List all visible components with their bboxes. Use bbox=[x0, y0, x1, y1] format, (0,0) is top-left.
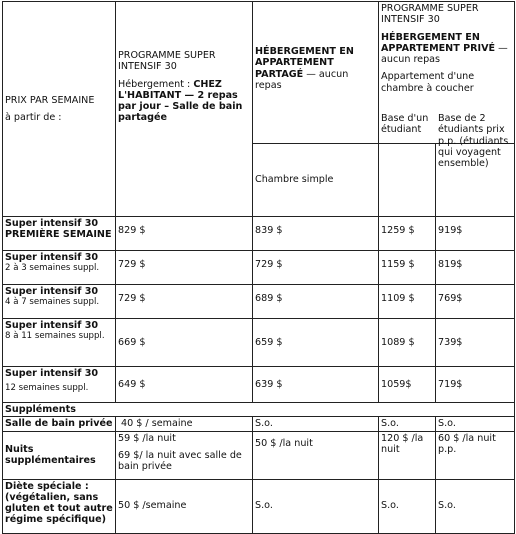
price-shared: 659 $ bbox=[253, 319, 379, 367]
row-program-name: Super intensif 30 bbox=[5, 320, 99, 331]
supplements-heading: Suppléments bbox=[3, 403, 515, 417]
supplement-nights-single: 120 $ /la nuit bbox=[379, 431, 436, 479]
price-per-week-header bbox=[3, 2, 116, 217]
price-row bbox=[3, 217, 515, 251]
shared-apartment-header bbox=[253, 2, 379, 144]
price-habitant: 649 $ bbox=[116, 367, 253, 403]
private-double-header: Base de 2 étudiants prix p.p. (étudiants qui voyagent ensemble) bbox=[436, 112, 515, 185]
row-period: 4 à 7 semaines suppl. bbox=[5, 297, 100, 308]
price-per-week-label: PRIX PAR SEMAINE bbox=[5, 94, 95, 106]
supplement-nights-shared: 50 $ /la nuit bbox=[253, 431, 379, 479]
price-row bbox=[3, 251, 515, 285]
supplement-diet-single: S.o. bbox=[379, 479, 436, 533]
row-period: 12 semaines suppl. bbox=[5, 383, 89, 394]
price-private-double: 919$ bbox=[436, 217, 515, 251]
supplement-nights-label: Nuits supplémentaires bbox=[3, 431, 116, 479]
price-row bbox=[3, 319, 515, 367]
price-habitant: 669 $ bbox=[116, 319, 253, 367]
row-label bbox=[3, 251, 116, 285]
price-private-single: 1259 $ bbox=[379, 217, 436, 251]
habitant-lodging bbox=[118, 79, 250, 124]
shared-apartment-meals: — aucun repas bbox=[255, 68, 349, 91]
supplement-bathroom-single: S.o. bbox=[379, 417, 436, 431]
shared-room-type: Chambre simple bbox=[253, 144, 379, 217]
price-shared: 689 $ bbox=[253, 285, 379, 319]
price-document bbox=[2, 1, 514, 534]
price-shared: 729 $ bbox=[253, 251, 379, 285]
row-label bbox=[3, 217, 116, 251]
supplement-bathroom-label: Salle de bain privée bbox=[3, 417, 116, 431]
supplement-bathroom-row bbox=[3, 417, 515, 431]
price-table bbox=[2, 1, 515, 534]
habitant-lodging-prefix: Hébergement : bbox=[118, 78, 194, 90]
price-shared: 839 $ bbox=[253, 217, 379, 251]
row-label bbox=[3, 367, 116, 403]
private-lodging-title: HÉBERGEMENT EN APPARTEMENT PRIVÉ bbox=[381, 31, 496, 54]
habitant-program-header bbox=[116, 2, 253, 217]
price-private-double: 739$ bbox=[436, 319, 515, 367]
price-private-double: 719$ bbox=[436, 367, 515, 403]
row-label bbox=[3, 319, 116, 367]
shared-apartment-title: HÉBERGEMENT EN APPARTEMENT PARTAGÉ bbox=[255, 46, 354, 80]
price-habitant: 729 $ bbox=[116, 251, 253, 285]
supplement-bathroom-habitant: 40 $ / semaine bbox=[116, 417, 253, 431]
supplement-diet-double: S.o. bbox=[436, 479, 515, 533]
row-label bbox=[3, 285, 116, 319]
price-row bbox=[3, 285, 515, 319]
from-label: à partir de : bbox=[5, 112, 62, 123]
price-private-double: 769$ bbox=[436, 285, 515, 319]
supplements-heading-row bbox=[3, 403, 515, 417]
price-row bbox=[3, 367, 515, 403]
row-program-name: Super intensif 30 bbox=[5, 252, 99, 263]
row-program-name: Super intensif 30 bbox=[5, 286, 99, 297]
supplement-diet-row bbox=[3, 479, 515, 533]
supplement-diet-shared: S.o. bbox=[253, 479, 379, 533]
habitant-program-title: PROGRAMME SUPER INTENSIF 30 bbox=[118, 50, 216, 73]
private-single-header: Base d'un étudiant bbox=[379, 112, 436, 185]
supplement-diet-habitant: 50 $ /semaine bbox=[116, 479, 253, 533]
supplement-bathroom-shared: S.o. bbox=[253, 417, 379, 431]
row-program-name: Super intensif 30 bbox=[5, 218, 99, 229]
supplement-diet-label: Diète spéciale : (végétalien, sans gluten et tout autre régime spécifique) bbox=[3, 479, 116, 533]
price-private-single: 1159 $ bbox=[379, 251, 436, 285]
price-private-single: 1089 $ bbox=[379, 319, 436, 367]
row-period: 2 à 3 semaines suppl. bbox=[5, 263, 100, 274]
supplement-bathroom-double: S.o. bbox=[436, 417, 515, 431]
supplement-nights-habitant-standard: 59 $ /la nuit bbox=[118, 432, 176, 444]
supplement-nights-double: 60 $ /la nuit p.p. bbox=[436, 431, 515, 479]
row-period: 8 à 11 semaines suppl. bbox=[5, 331, 105, 342]
price-private-single: 1059$ bbox=[379, 367, 436, 403]
price-shared: 639 $ bbox=[253, 367, 379, 403]
price-private-double: 819$ bbox=[436, 251, 515, 285]
price-habitant: 729 $ bbox=[116, 285, 253, 319]
private-room-type: Appartement d'une chambre à coucher bbox=[381, 71, 475, 94]
private-lodging-meals: — aucun repas bbox=[381, 42, 508, 66]
row-program-name: Super intensif 30 bbox=[5, 368, 99, 379]
row-period: PREMIÈRE SEMAINE bbox=[5, 229, 112, 241]
habitant-lodging-desc: CHEZ L'HABITANT — 2 repas par jour – Salle de bain partagée bbox=[118, 78, 243, 124]
private-lodging bbox=[381, 32, 512, 66]
supplement-nights-habitant-private: 69 $/ la nuit avec salle de bain privée bbox=[118, 449, 242, 473]
price-habitant: 829 $ bbox=[116, 217, 253, 251]
supplement-nights-row bbox=[3, 431, 515, 479]
private-program-title: PROGRAMME SUPER INTENSIF 30 bbox=[381, 3, 479, 26]
price-private-single: 1109 $ bbox=[379, 285, 436, 319]
supplement-nights-habitant bbox=[116, 431, 253, 479]
